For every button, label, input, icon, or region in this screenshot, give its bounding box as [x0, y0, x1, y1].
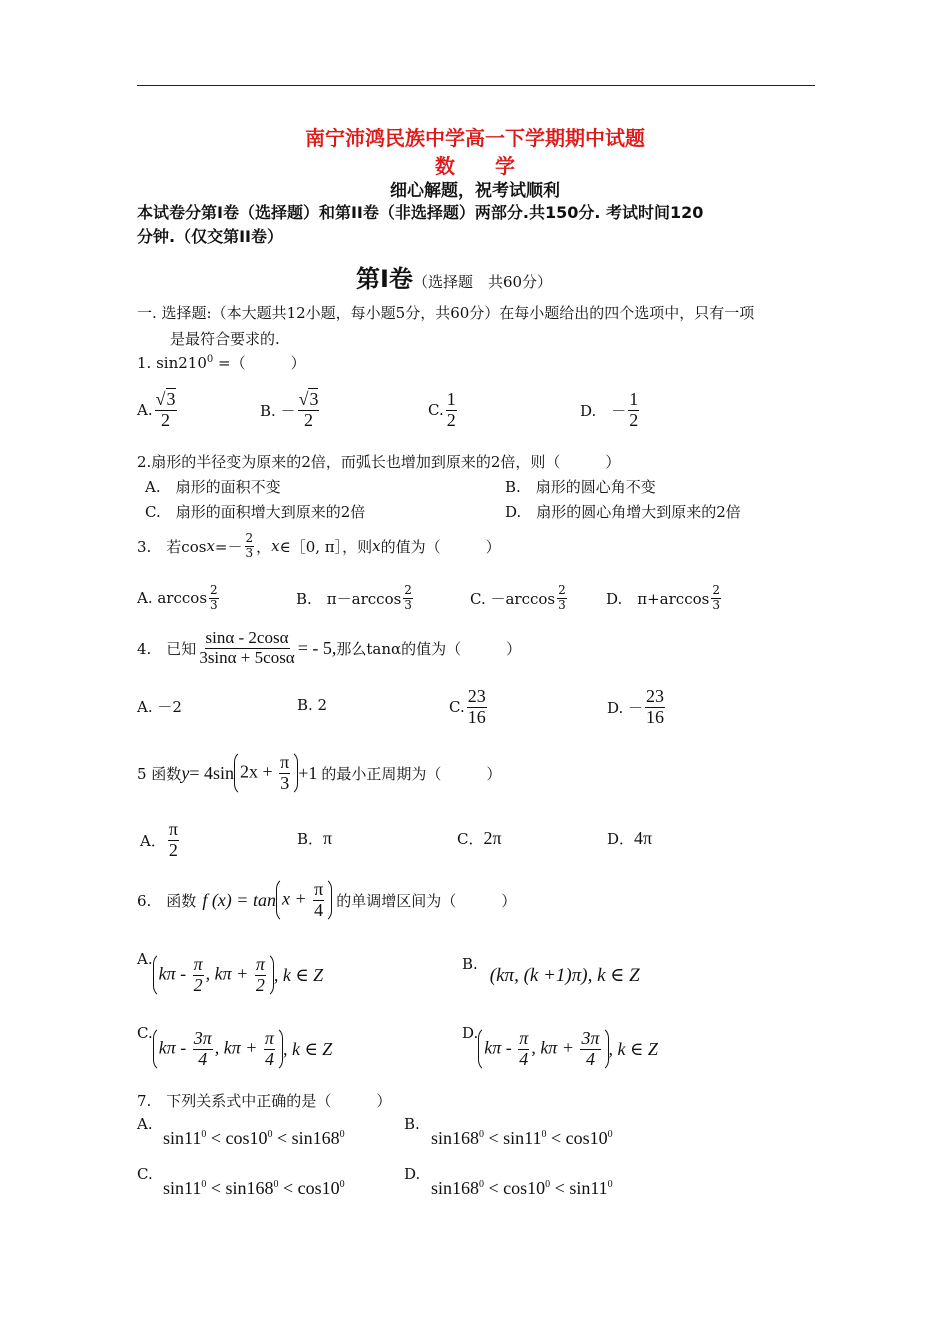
- q1-d-fraction: $\frac{1}{2}$: [629, 388, 639, 430]
- q3-option-c[interactable]: C. －arccos $\frac{2}{3}$: [470, 583, 566, 612]
- q7-option-d-label[interactable]: D.: [404, 1165, 421, 1183]
- q2-option-c[interactable]: C. 扇形的面积增大到原来的2倍: [145, 503, 366, 521]
- q7-option-a[interactable]: $\sin 11^0 < \cos 10^0 < \sin 168^0$: [163, 1128, 345, 1148]
- q1-option-c[interactable]: C. $\frac{1}{2}$: [428, 388, 456, 430]
- header-rule: [137, 85, 815, 86]
- part1-heading: [356, 259, 552, 294]
- q1-stem: 1. $\sin 210^0$ =（ ）: [137, 354, 306, 372]
- q3-fraction: $\frac{2}{3}$: [245, 531, 254, 560]
- q7-option-c[interactable]: $\sin 11^0 < \sin 168^0 < \cos 10^0$: [163, 1178, 345, 1198]
- q2-option-a[interactable]: A. 扇形的面积不变: [145, 478, 281, 496]
- q4-option-d[interactable]: D. － $\frac{23}{16}$: [607, 685, 665, 727]
- q5-option-c[interactable]: C．2π: [457, 828, 502, 848]
- q6-option-c[interactable]: C. kπ - $\frac{3\pi}{4}$ , kπ + $\frac{\pi}{4}$ , k ∈ Z: [137, 1024, 332, 1074]
- section-instruction-1: 一. 选择题:（本大题共12小题，每小题5分，共60分）在每小题给出的四个选项中，只有一项: [137, 304, 755, 322]
- q1-option-d[interactable]: D. － $\frac{1}{2}$: [580, 388, 639, 430]
- q7-option-c-label[interactable]: C.: [137, 1165, 153, 1183]
- q2-option-b[interactable]: B. 扇形的圆心角不变: [505, 478, 656, 496]
- q3-stem: 3. 若cos x =－ $\frac{2}{3}$ ， x ∈［0, π］，则 x 的值为（ ）: [137, 531, 501, 560]
- q7-option-a-label[interactable]: A.: [137, 1115, 153, 1133]
- subject-title: 数 学: [435, 154, 515, 178]
- q4-fraction: $\frac{\sin\alpha - 2\cos\alpha}{3\sin\alpha + 5\cos\alpha}$: [199, 627, 295, 667]
- q7-option-d[interactable]: $\sin 168^0 < \cos 10^0 < \sin 11^0$: [431, 1178, 613, 1198]
- exam-title: 南宁沛鸿民族中学高一下学期期中试题: [305, 126, 645, 150]
- q1-c-fraction: $\frac{1}{2}$: [446, 388, 456, 430]
- intro-line-1: 本试卷分第Ⅰ卷（选择题）和第II卷（非选择题）两部分.共150分. 考试时间120: [137, 203, 704, 222]
- q7-stem: 7. 下列关系式中正确的是（ ）: [137, 1092, 392, 1110]
- q3-option-a[interactable]: A. arccos $\frac{2}{3}$: [137, 583, 218, 612]
- part1-title: 第Ⅰ卷: [356, 265, 413, 293]
- q4-option-b[interactable]: B. 2: [297, 696, 328, 714]
- motto: 细心解题，祝考试顺利: [390, 181, 560, 201]
- q2-option-d[interactable]: D. 扇形的圆心角增大到原来的2倍: [505, 503, 741, 521]
- q7-option-b-label[interactable]: B.: [404, 1115, 420, 1133]
- q4-option-c[interactable]: C. $\frac{23}{16}$: [449, 685, 486, 727]
- section-instruction-2: 是最符合要求的.: [170, 330, 280, 348]
- q2-stem: 2.扇形的半径变为原来的2倍，而弧长也增加到原来的2倍，则（ ）: [137, 453, 621, 471]
- q4-option-a[interactable]: A. －2: [137, 698, 182, 716]
- q6-option-a[interactable]: A. kπ - $\frac{\pi}{2}$ , kπ + $\frac{\pi}{2}$ , k ∈ Z: [137, 950, 323, 1000]
- q3-option-b[interactable]: B. π－arccos $\frac{2}{3}$: [296, 583, 412, 612]
- q6-option-b[interactable]: B. (kπ, (k +1)π), k ∈ Z: [462, 955, 640, 986]
- q1-option-b[interactable]: B. － $\frac{√3}{2}$: [260, 388, 319, 430]
- q1-option-a[interactable]: A. $\frac{√3}{2}$: [137, 388, 176, 430]
- q6-paren: x + $\frac{\pi}{4}$: [276, 877, 332, 924]
- q5-stem: 5 函数 y = 4sin 2x + $\frac{\pi}{3}$ +1 的最小正周期为（ ）: [137, 745, 501, 801]
- q6-stem: 6. 函数 f (x) = tan x + $\frac{\pi}{4}$ 的单调增区间为（ ）: [137, 872, 516, 928]
- q3-option-d[interactable]: D. π+arccos $\frac{2}{3}$: [606, 583, 720, 612]
- q1-a-fraction: $\frac{√3}{2}$: [155, 388, 176, 430]
- q4-stem: 4. 已知 $\frac{\sin\alpha - 2\cos\alpha}{3\sin\alpha + 5\cos\alpha}$ = - 5, 那么tanα 的值为（ ）: [137, 627, 522, 667]
- intro-line-2: 分钟.（仅交第II卷）: [137, 227, 283, 246]
- q5-option-b[interactable]: B．π: [297, 828, 333, 848]
- q5-paren: 2x + $\frac{\pi}{3}$: [234, 750, 298, 797]
- q6-option-d[interactable]: D. kπ - $\frac{\pi}{4}$ , kπ + $\frac{3\pi}{4}$ , k ∈ Z: [462, 1024, 658, 1074]
- part1-note: （选择题 共60分）: [412, 273, 553, 291]
- q7-option-b[interactable]: $\sin 168^0 < \sin 11^0 < \cos 10^0$: [431, 1128, 613, 1148]
- q5-option-d[interactable]: D．4π: [607, 828, 653, 848]
- q1-b-fraction: $\frac{√3}{2}$: [298, 388, 319, 430]
- q5-option-a[interactable]: A． $\frac{\pi}{2}$: [140, 818, 178, 860]
